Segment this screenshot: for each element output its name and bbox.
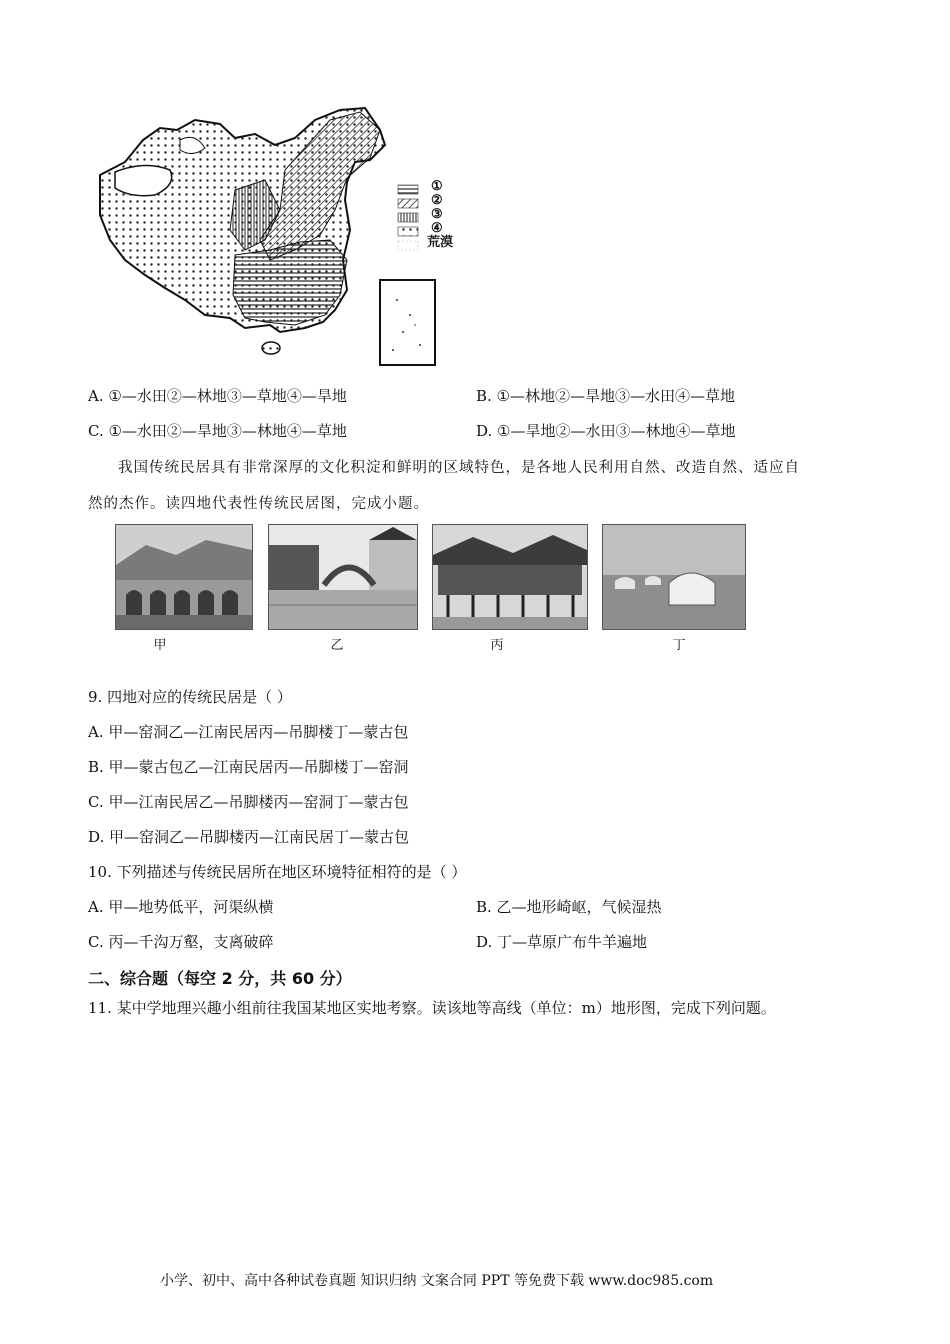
photo-yi-jiangnan-house xyxy=(268,524,418,630)
legend-label-3: ③ xyxy=(431,207,443,222)
china-land-use-map-graphic xyxy=(85,100,465,370)
q9-stem: 9. 四地对应的传统民居是（ ） xyxy=(88,688,292,706)
q10-stem: 10. 下列描述与传统民居所在地区环境特征相符的是（ ） xyxy=(88,863,467,881)
q9-option-b: B. 甲—蒙古包乙—江南民居丙—吊脚楼丁—窑洞 xyxy=(88,758,409,776)
q8-option-b: B. ①—林地②—旱地③—水田④—草地 xyxy=(476,387,736,405)
caption-yi: 乙 xyxy=(330,638,344,653)
q8-option-d: D. ①—旱地②—水田③—林地④—草地 xyxy=(476,422,736,440)
q10-option-c: C. 丙—千沟万壑，支离破碎 xyxy=(88,933,274,951)
intro-line-2: 然的杰作。读四地代表性传统民居图，完成小题。 xyxy=(88,496,429,512)
legend-label-desert: 荒漠 xyxy=(427,235,454,250)
legend-label-2: ② xyxy=(431,193,443,208)
caption-bing: 丙 xyxy=(490,638,504,653)
photo-ding-yurt xyxy=(602,524,746,630)
photo-bing-stilt-house xyxy=(432,524,588,630)
intro-line-1: 我国传统民居具有非常深厚的文化积淀和鲜明的区域特色，是各地人民利用自然、改造自然、适应自 xyxy=(118,460,800,476)
q8-option-c: C. ①—水田②—旱地③—林地④—草地 xyxy=(88,422,347,440)
land-use-map xyxy=(85,100,465,370)
q9-option-c: C. 甲—江南民居乙—吊脚楼丙—窑洞丁—蒙古包 xyxy=(88,793,409,811)
q9-option-a: A. 甲—窑洞乙—江南民居丙—吊脚楼丁—蒙古包 xyxy=(88,723,409,741)
legend-label-4: ④ xyxy=(431,221,443,236)
q9-option-d: D. 甲—窑洞乙—吊脚楼丙—江南民居丁—蒙古包 xyxy=(88,828,410,846)
q10-option-a: A. 甲—地势低平，河渠纵横 xyxy=(88,898,274,916)
q10-option-d: D. 丁—草原广布牛羊遍地 xyxy=(476,933,648,951)
caption-jia: 甲 xyxy=(153,638,167,653)
section-2-title: 二、综合题（每空 2 分，共 60 分） xyxy=(88,969,352,988)
q10-option-b: B. 乙—地形崎岖，气候湿热 xyxy=(476,898,662,916)
photo-jia-cave-dwelling xyxy=(115,524,253,630)
q11-stem: 11. 某中学地理兴趣小组前往我国某地区实地考察。读该地等高线（单位：m）地形图，完成下列问题。 xyxy=(88,999,776,1017)
q8-option-a: A. ①—水田②—林地③—草地④—旱地 xyxy=(88,387,347,405)
legend-label-1: ① xyxy=(431,179,443,194)
footer-text: 小学、初中、高中各种试卷真题 知识归纳 文案合同 PPT 等免费下载 www.doc985.com xyxy=(160,1273,714,1289)
caption-ding: 丁 xyxy=(672,638,686,653)
